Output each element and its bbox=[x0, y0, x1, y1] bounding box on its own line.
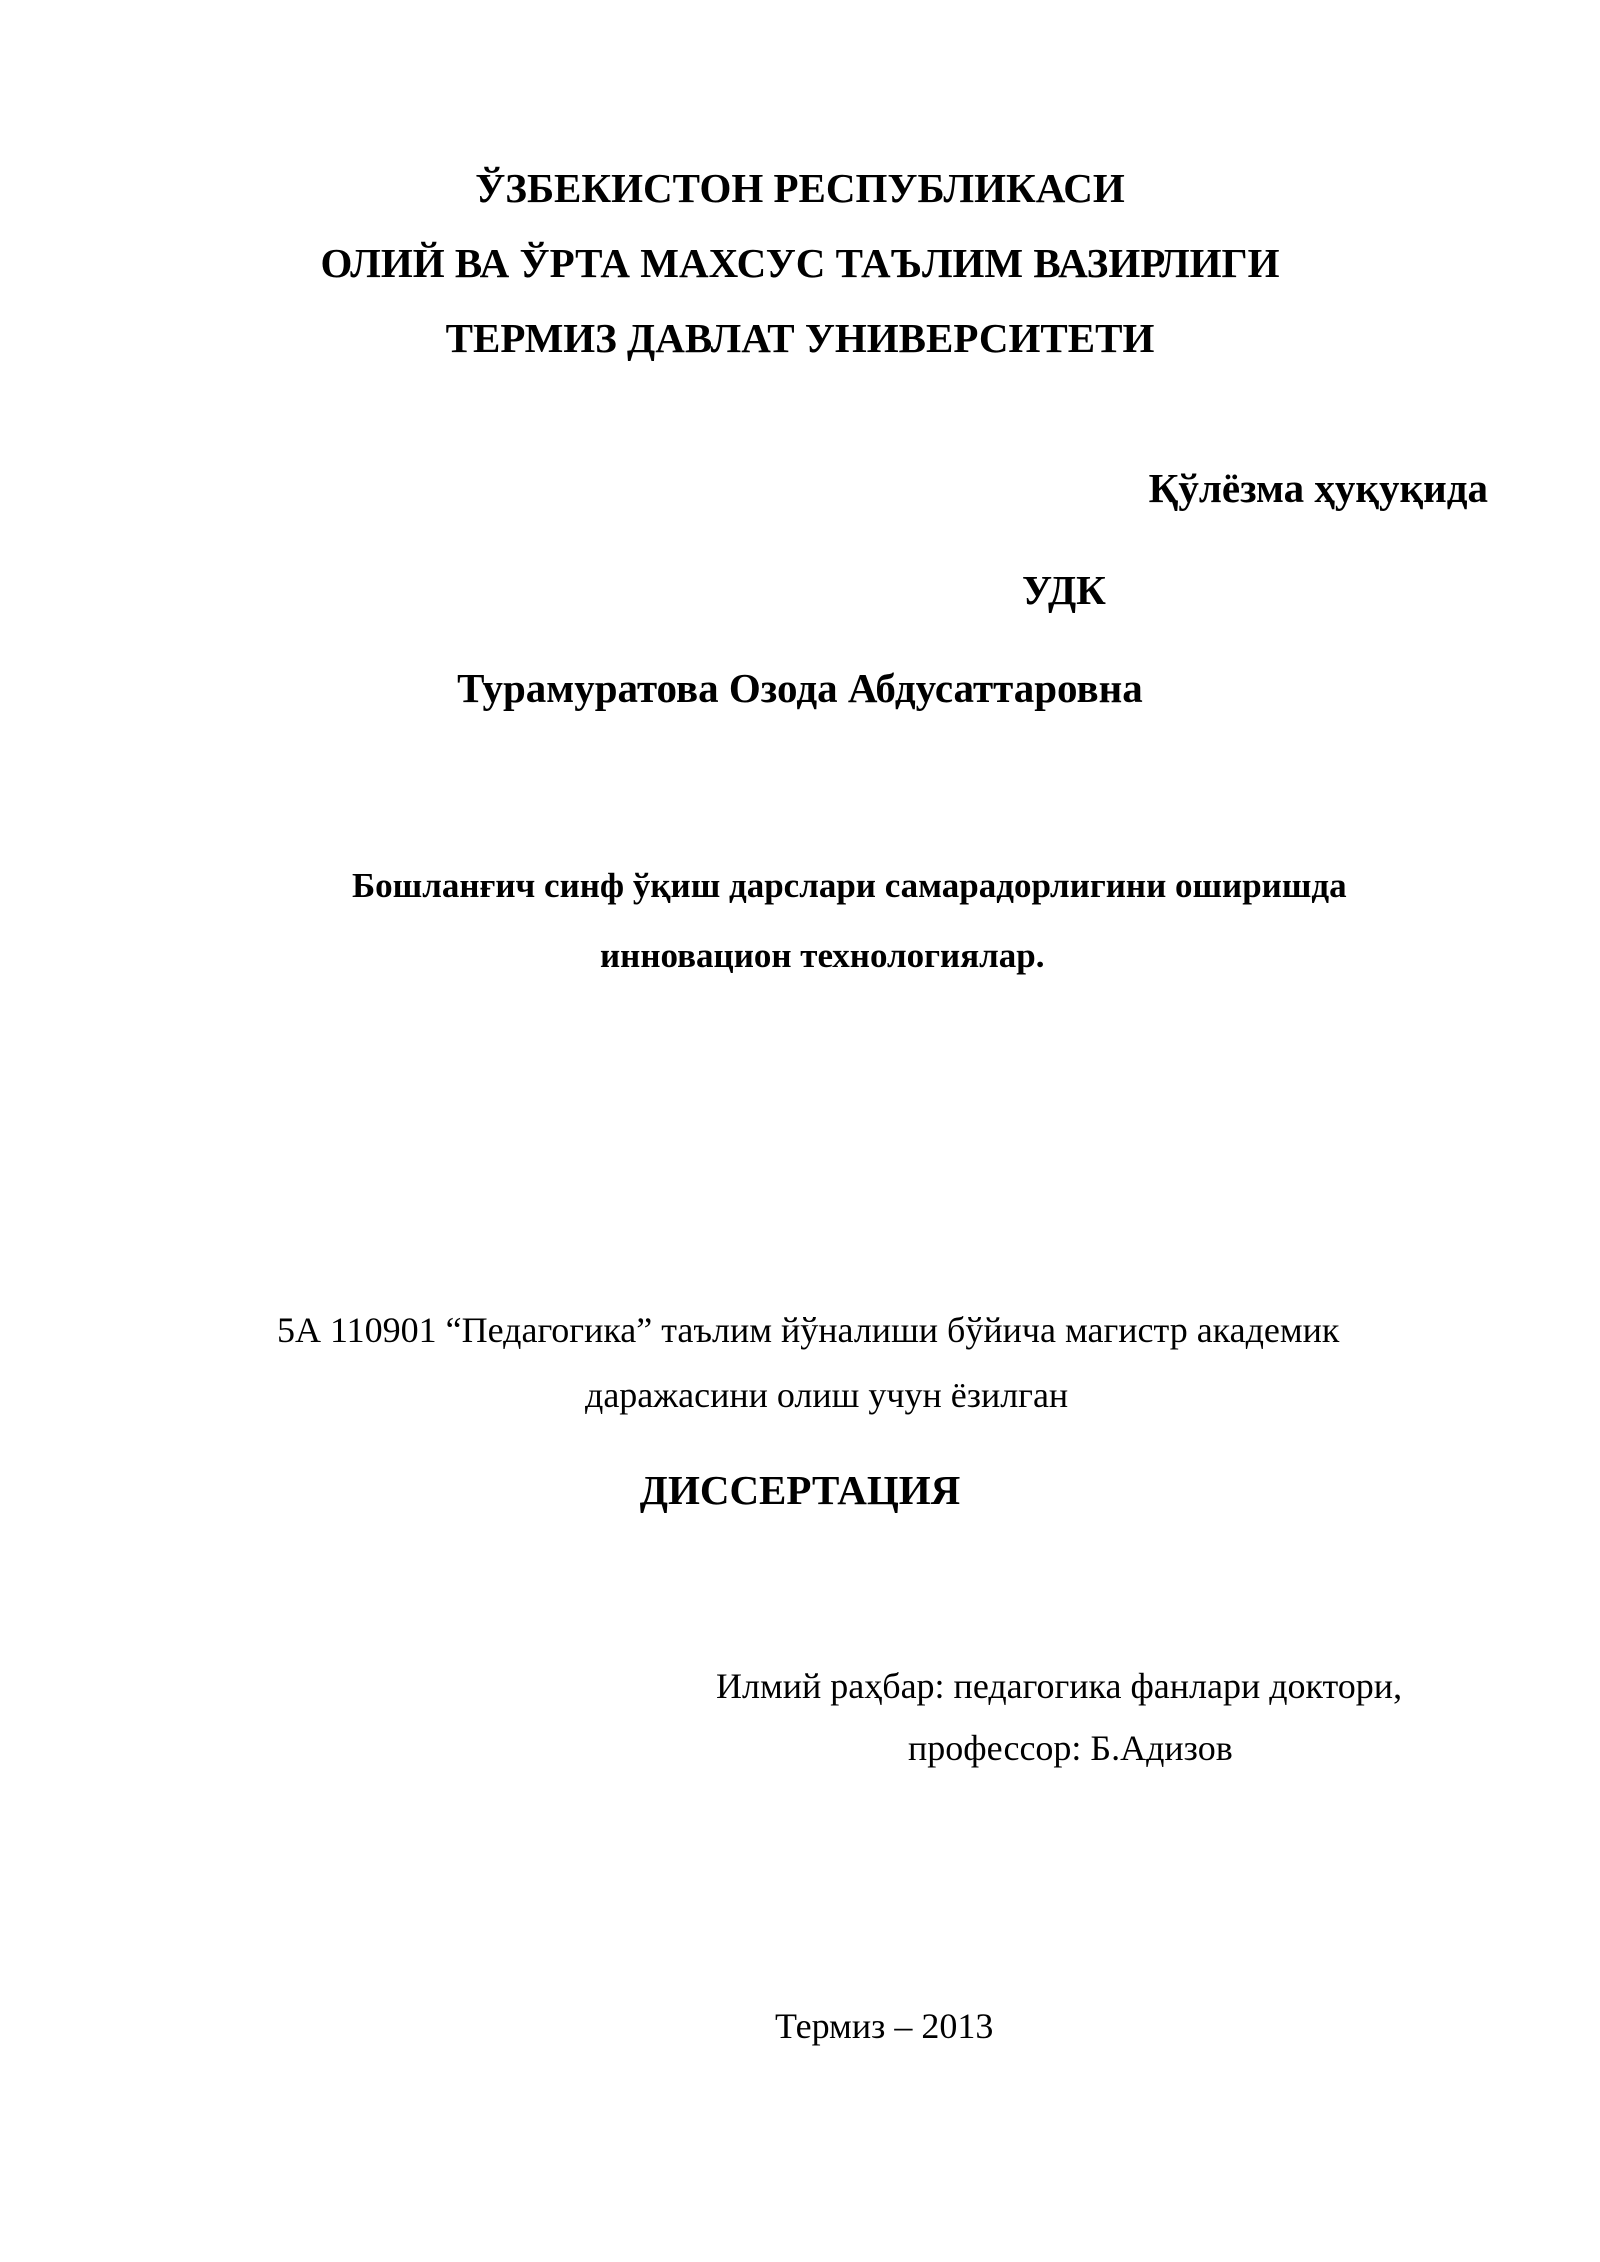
supervisor-line-2: профессор: Б.Адизов bbox=[908, 1728, 1233, 1768]
ministry-header-line-2: ОЛИЙ ВА ЎРТА МАХСУС ТАЪЛИМ ВАЗИРЛИГИ bbox=[320, 240, 1280, 286]
author-name: Турамуратова Озода Абдусаттаровна bbox=[457, 665, 1143, 711]
supervisor-line-1: Илмий раҳбар: педагогика фанлари доктори, bbox=[716, 1666, 1403, 1706]
topic-line-2: инновацион технологиялар. bbox=[600, 936, 1045, 975]
purpose-line-2: даражасини олиш учун ёзилган bbox=[585, 1375, 1069, 1415]
place-year: Термиз – 2013 bbox=[775, 2006, 994, 2046]
purpose-line-1: 5А 110901 “Педагогика” таълим йўналиши бўйича магистр академик bbox=[277, 1310, 1340, 1350]
document-type-title: ДИССЕРТАЦИЯ bbox=[639, 1467, 961, 1513]
rights-note: Қўлёзма ҳуқуқида bbox=[1148, 465, 1488, 511]
ministry-header-line-1: ЎЗБЕКИСТОН РЕСПУБЛИКАСИ bbox=[475, 165, 1125, 211]
udk-label: УДК bbox=[1022, 567, 1106, 613]
ministry-header-line-3: ТЕРМИЗ ДАВЛАТ УНИВЕРСИТЕТИ bbox=[445, 315, 1155, 361]
topic-line-1: Бошланғич синф ўқиш дарслари самарадорлигини оширишда bbox=[352, 866, 1347, 905]
